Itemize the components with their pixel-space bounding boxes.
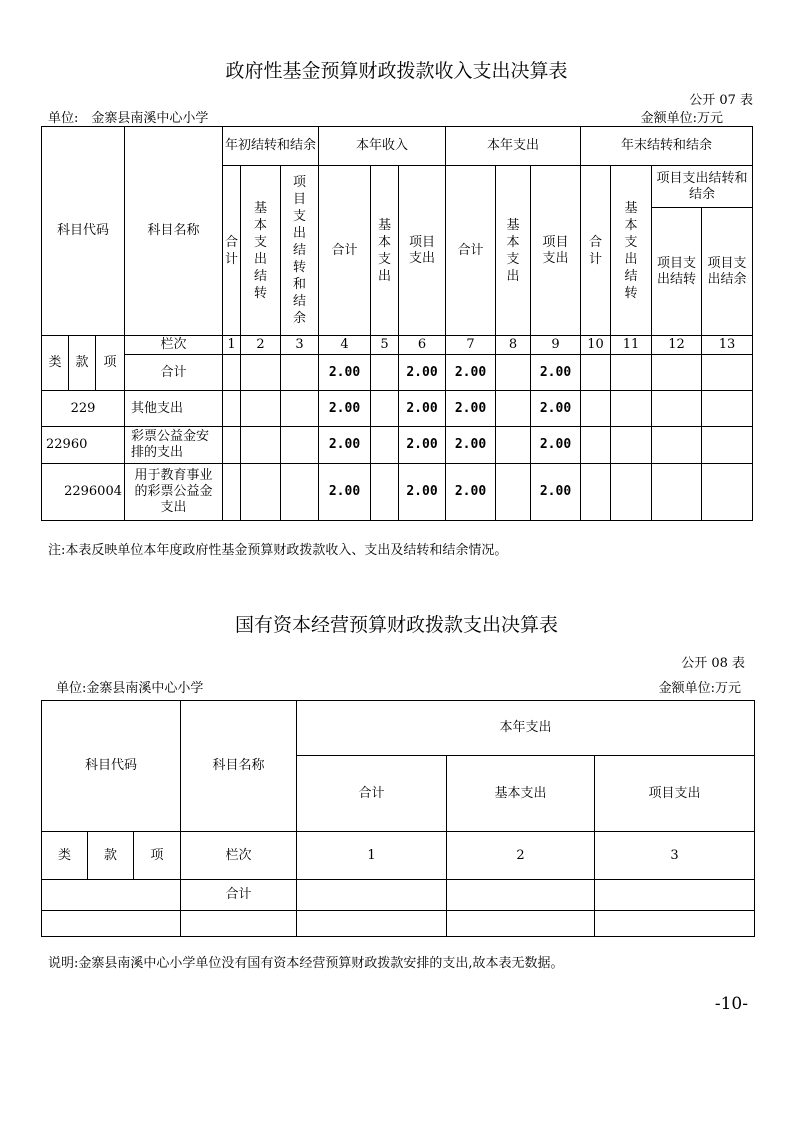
header-c9: 项目支出: [531, 166, 581, 336]
col-num-10: 10: [581, 336, 611, 355]
row-value: 2.00: [399, 464, 446, 521]
header-c6: 项目支出: [399, 166, 446, 336]
header-group-closing: 年末结转和结余: [581, 127, 753, 166]
table-row: [42, 391, 753, 427]
col-num-8: 8: [496, 336, 531, 355]
row-value: 2.00: [319, 391, 371, 427]
table-row: [42, 427, 753, 464]
t2-col-num-3: 3: [595, 832, 755, 880]
t2-col-num-2: 2: [447, 832, 595, 880]
row-value: 2.00: [319, 355, 371, 391]
row-value: 2.00: [446, 427, 496, 464]
header-c3: 项目支出结转和结余: [281, 166, 319, 336]
t2-header-code: 科目代码: [42, 701, 181, 832]
row-value: 2.00: [399, 391, 446, 427]
header-c8: 基本支出: [496, 166, 531, 336]
col-num-3: 3: [281, 336, 319, 355]
t2-header-xiang: 项: [134, 832, 181, 880]
t2-total-label: 合计: [181, 880, 297, 911]
t2-col-num-1: 1: [297, 832, 447, 880]
table1-title: 政府性基金预算财政拨款收入支出决算表: [225, 60, 568, 82]
table-row: [42, 880, 755, 911]
col-num-6: 6: [399, 336, 446, 355]
t2-header-total: 合计: [297, 756, 447, 832]
page-number: -10-: [714, 994, 748, 1014]
row-value: 2.00: [446, 464, 496, 521]
table1-money-unit: 金额单位:万元: [640, 111, 723, 126]
table2-money-unit: 金额单位:万元: [658, 681, 741, 696]
header-kuan: 款: [69, 336, 96, 391]
col-num-4: 4: [319, 336, 371, 355]
row-value: 2.00: [319, 464, 371, 521]
row-value: 2.00: [531, 355, 581, 391]
col-num-9: 9: [531, 336, 581, 355]
table2: [41, 700, 755, 937]
t2-header-lei: 类: [42, 832, 88, 880]
header-c13: 项目支出结余: [702, 208, 753, 336]
header-name: 科目名称: [125, 127, 223, 336]
col-num-11: 11: [611, 336, 652, 355]
col-num-12: 12: [652, 336, 702, 355]
row-code: 229: [42, 391, 125, 427]
table2-unit: 单位:金寨县南溪中心小学: [56, 681, 204, 696]
header-lanci: 栏次: [125, 336, 223, 355]
col-num-13: 13: [702, 336, 753, 355]
row-value: 2.00: [399, 355, 446, 391]
header-c11: 基本支出结转: [611, 166, 652, 336]
row-name: 其他支出: [125, 391, 223, 427]
table-row: [42, 355, 753, 391]
row-name: 彩票公益金安排的支出: [125, 427, 223, 464]
t2-header-group: 本年支出: [297, 701, 755, 756]
table1-unit: 单位: 金寨县南溪中心小学: [48, 111, 209, 126]
row-name: 合计: [125, 355, 223, 391]
header-xiang: 项: [96, 336, 125, 391]
row-value: 2.00: [446, 355, 496, 391]
table2-code: 公开 08 表: [681, 656, 745, 671]
header-group-expense: 本年支出: [446, 127, 581, 166]
header-lei: 类: [42, 336, 69, 391]
row-value: 2.00: [531, 427, 581, 464]
table-row: [42, 911, 755, 937]
table1-note: 注:本表反映单位本年度政府性基金预算财政拨款收入、支出及结转和结余情况。: [48, 543, 508, 558]
t2-header-lanci: 栏次: [181, 832, 297, 880]
header-c1: 合计: [223, 166, 241, 336]
row-code: 22960: [42, 427, 125, 464]
header-code: 科目代码: [42, 127, 125, 336]
col-num-5: 5: [371, 336, 399, 355]
t2-header-kuan: 款: [88, 832, 134, 880]
col-num-7: 7: [446, 336, 496, 355]
header-group-income: 本年收入: [319, 127, 446, 166]
t2-header-project: 项目支出: [595, 756, 755, 832]
row-name: 用于教育事业的彩票公益金支出: [125, 464, 223, 521]
header-c12: 项目支出结转: [652, 208, 702, 336]
header-c7: 合计: [446, 166, 496, 336]
table1: [41, 126, 753, 521]
table2-title: 国有资本经营预算财政拨款支出决算表: [234, 614, 558, 636]
row-value: 2.00: [531, 464, 581, 521]
table2-note: 说明:金寨县南溪中心小学单位没有国有资本经营预算财政拨款安排的支出,故本表无数据。: [48, 956, 564, 971]
header-c2: 基本支出结转: [241, 166, 281, 336]
row-value: 2.00: [446, 391, 496, 427]
col-num-1: 1: [223, 336, 241, 355]
row-value: 2.00: [531, 391, 581, 427]
header-group-project-closing: 项目支出结转和结余: [652, 166, 753, 208]
row-code: 2296004: [42, 464, 125, 521]
header-group-opening: 年初结转和结余: [223, 127, 319, 166]
col-num-2: 2: [241, 336, 281, 355]
table-row: [42, 464, 753, 521]
header-c5: 基本支出: [371, 166, 399, 336]
t2-header-name: 科目名称: [181, 701, 297, 832]
row-value: 2.00: [399, 427, 446, 464]
header-c4: 合计: [319, 166, 371, 336]
t2-header-basic: 基本支出: [447, 756, 595, 832]
table1-code: 公开 07 表: [689, 93, 753, 108]
row-value: 2.00: [319, 427, 371, 464]
header-c10: 合计: [581, 166, 611, 336]
